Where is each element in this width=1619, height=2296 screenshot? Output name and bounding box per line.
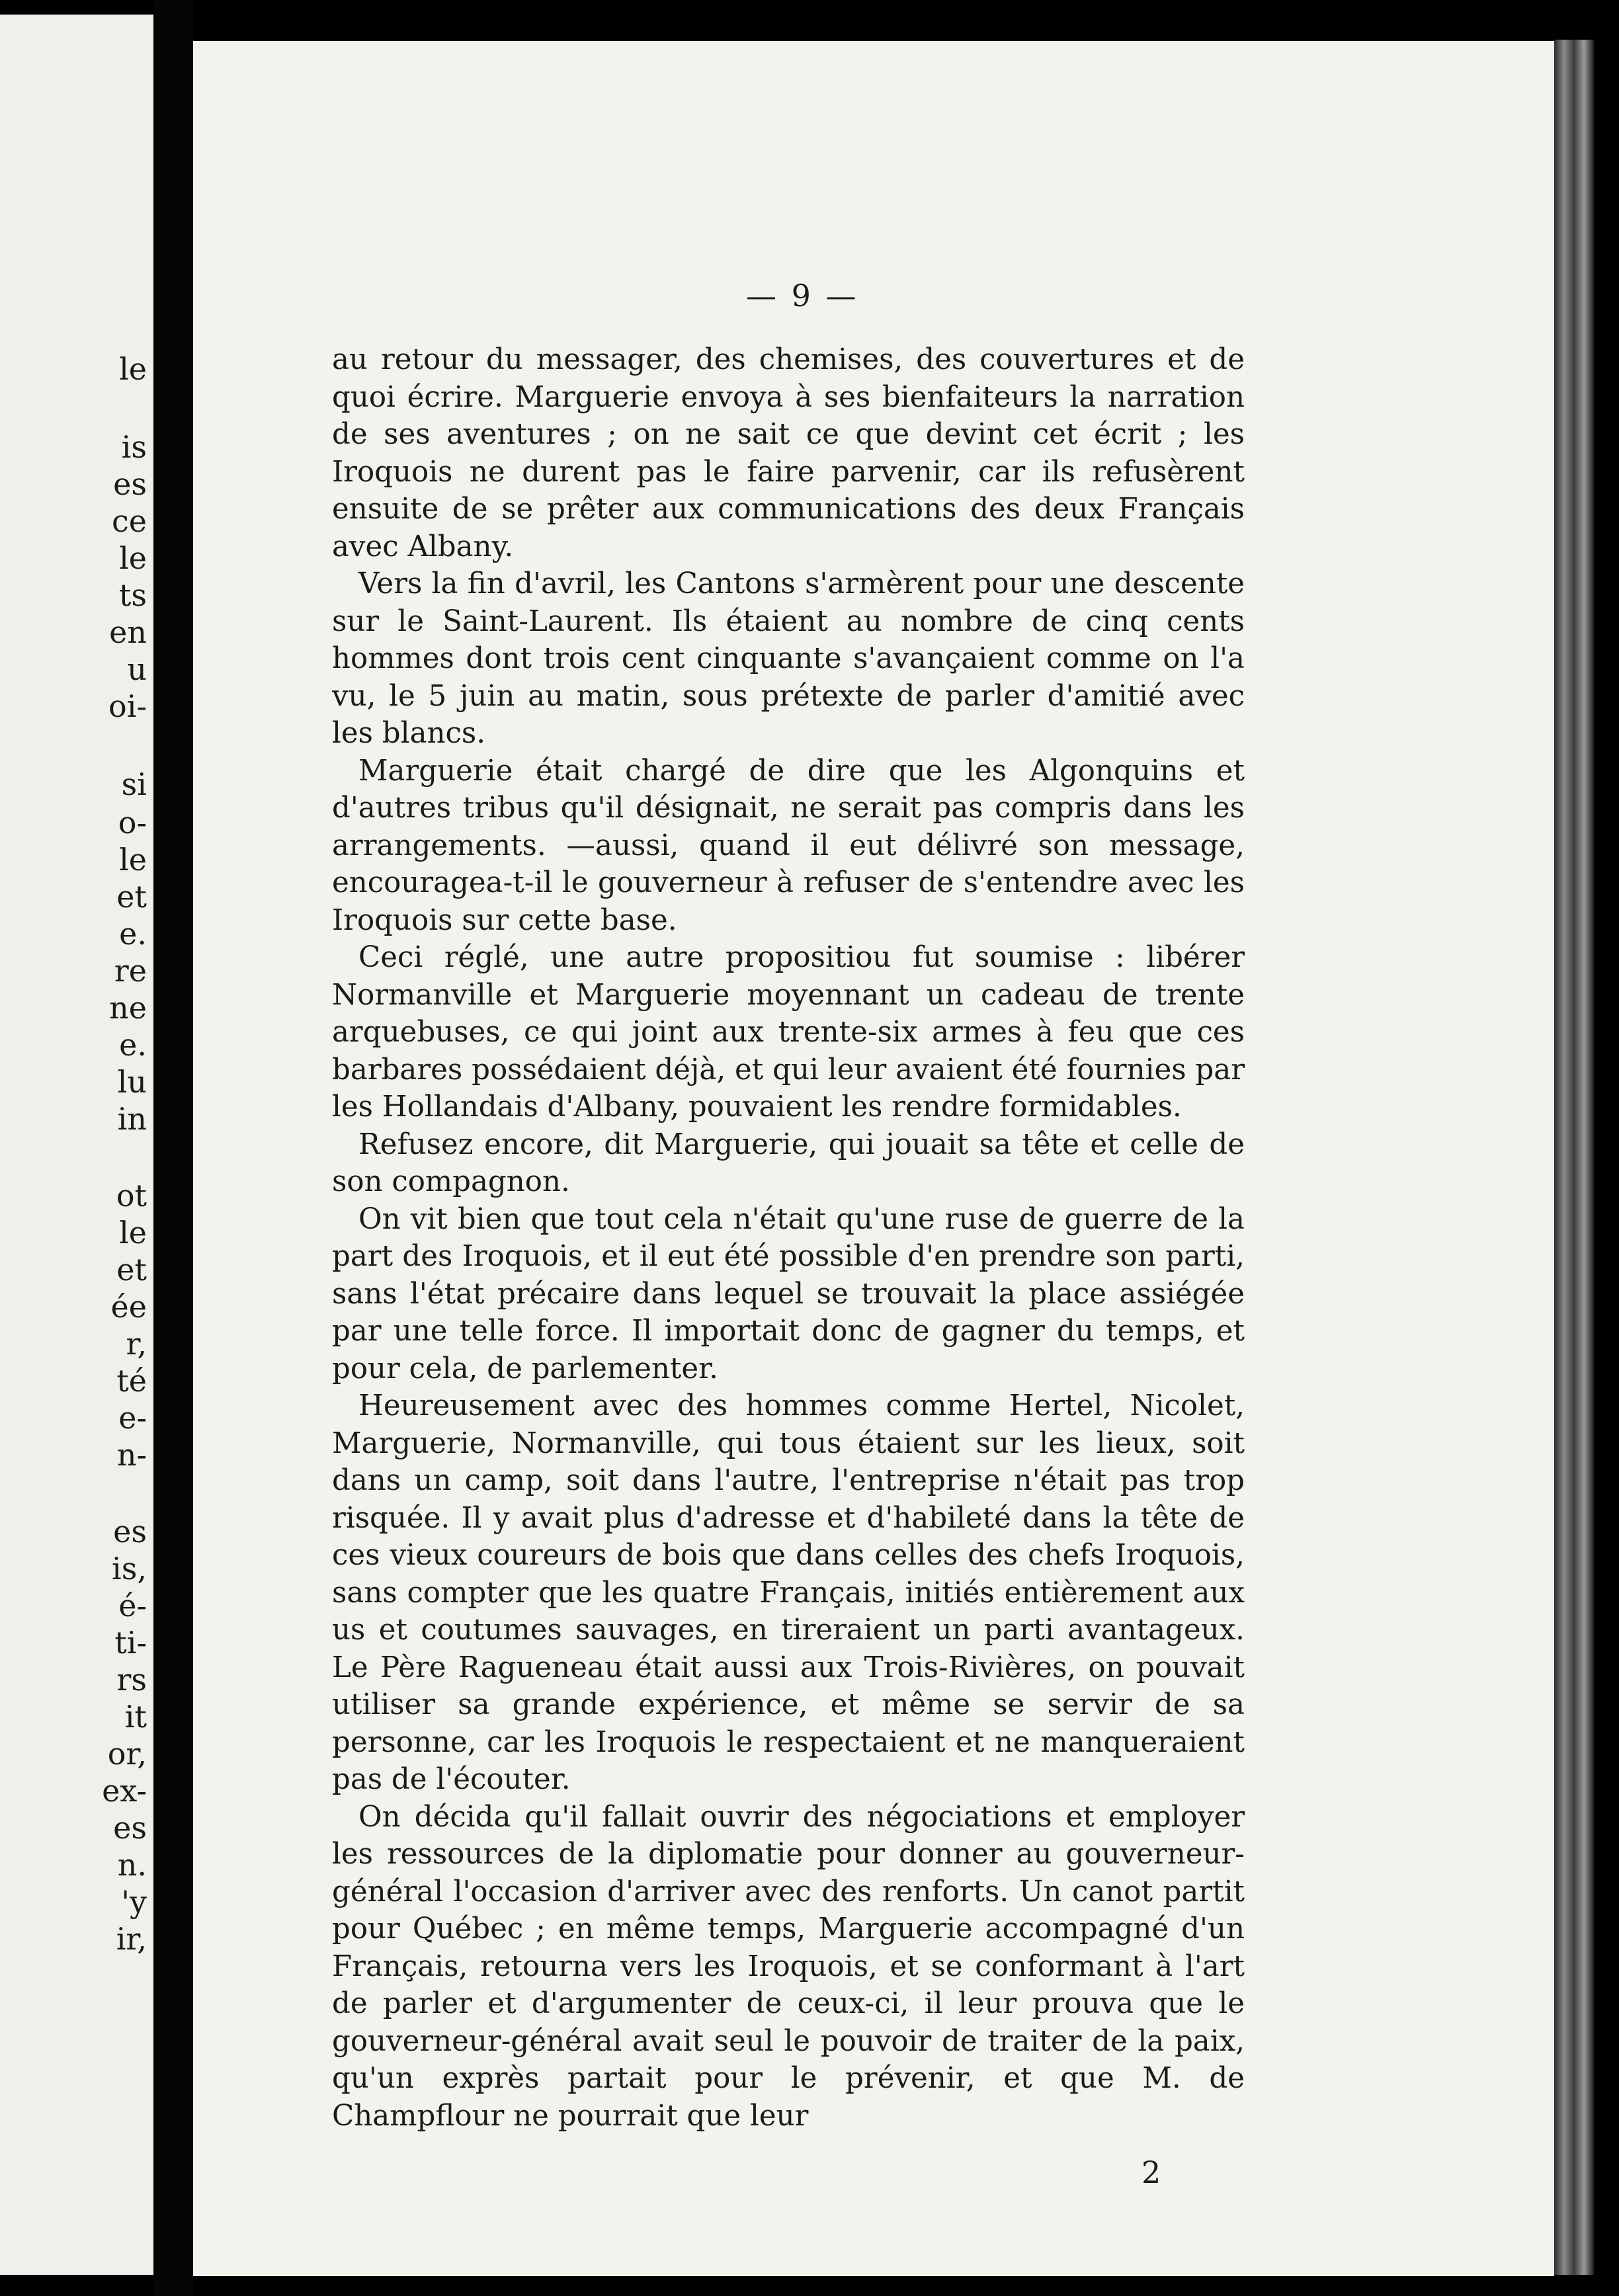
left-page-line: en <box>109 614 147 650</box>
left-page-line: or, <box>107 1736 147 1772</box>
left-page-line: o- <box>118 805 147 840</box>
left-page-line: e. <box>119 916 147 952</box>
left-page-line: es <box>113 1514 147 1549</box>
left-page-line: lu <box>117 1064 147 1100</box>
left-page-line: es <box>113 1810 147 1846</box>
left-page-line: rs <box>116 1662 147 1698</box>
left-page-line: it <box>124 1699 147 1735</box>
left-page-line: ts <box>118 577 147 613</box>
left-page-line: ée <box>110 1289 147 1325</box>
left-page-line: ir, <box>116 1921 147 1957</box>
left-page-line: re <box>114 953 147 989</box>
paragraph: Heureusement avec des hommes comme Hertel, Nicolet, Marguerie, Normanville, qui tous étaient sur les lieux, soit dans un camp, soit dans l'autre, l'entreprise n'était pas trop risquée. Il y avait plus d'adresse et d'habileté dans la tête de ces vieux coureurs de bois que dans celles des chefs Iroquois, sans compter que les quatre Français, initiés entièrement aux us et coutumes sauvages, en tireraient un parti avantageux. Le Père Ragueneau était aussi aux Trois-Rivières, on pouvait utiliser sa grande expérience, et même se servir de sa personne, car les Iroquois le respectaient et ne manqueraient pas de l'écouter. <box>332 1389 1245 1796</box>
body-text <box>332 341 1245 2135</box>
left-page-line: u <box>127 651 147 687</box>
left-page-line: oi- <box>108 688 147 724</box>
left-page-fragment <box>0 15 153 2275</box>
left-page-line: et <box>116 879 147 915</box>
paragraph: au retour du messager, des chemises, des couvertures et de quoi écrire. Marguerie envoya à ses bienfaiteurs la narration de ses aventures ; on ne sait ce que devint cet écrit ; les Iroquois ne durent pas le faire parvenir, car ils refusèrent ensuite de se prêter aux communications des deux Français avec Albany. <box>332 343 1245 563</box>
page-number: — 9 — <box>746 278 859 313</box>
left-page-line: é- <box>118 1588 147 1623</box>
left-page-line: ce <box>112 503 147 539</box>
book-gutter <box>153 0 193 2296</box>
left-page-line: e- <box>118 1400 147 1436</box>
left-page-line: es <box>113 466 147 502</box>
left-page-line: r, <box>126 1326 147 1362</box>
left-page-line: le <box>119 842 147 878</box>
left-page-line: le <box>119 540 147 576</box>
paragraph: Marguerie était chargé de dire que les Algonquins et d'autres tribus qu'il désignait, ne serait pas compris dans les arrangements. —aussi, quand il eut délivré son message, encouragea-t-il le gouverneur à refuser de s'entendre avec les Iroquois sur cette base. <box>332 754 1245 937</box>
paragraph: Refusez encore, dit Marguerie, qui jouait sa tête et celle de son compagnon. <box>332 1128 1245 1198</box>
paragraph: On décida qu'il fallait ouvrir des négociations et employer les ressources de la diplomatie pour donner au gouverneur-général l'occasion d'arriver avec des renforts. Un canot partit pour Québec ; en même temps, Marguerie accompagné d'un Français, retourna vers les Iroquois, et se conformant à l'art de parler et d'argumenter de ceux-ci, il leur prouva que le gouverneur-général avait seul le pouvoir de traiter de la paix, qu'un exprès partait pour le prévenir, et que M. de Champflour ne pourrait que leur <box>332 1800 1245 2133</box>
left-page-line: le <box>119 1215 147 1250</box>
left-page-line: n. <box>117 1847 147 1883</box>
paragraph: Vers la fin d'avril, les Cantons s'armèrent pour une descente sur le Saint-Laurent. Ils étaient au nombre de cinq cents hommes dont trois cent cinquante s'avançaient comme on l'a vu, le 5 juin au matin, sous prétexte de parler d'amitié avec les blancs. <box>332 567 1245 750</box>
left-page-line: in <box>117 1101 147 1137</box>
left-page-line: e. <box>119 1027 147 1063</box>
left-page-line: is, <box>112 1551 147 1586</box>
left-page-line: té <box>116 1363 147 1399</box>
left-page-line: is <box>121 429 147 465</box>
paragraph: Ceci réglé, une autre propositiou fut soumise : libérer Normanville et Marguerie moyennant un cadeau de trente arquebuses, ce qui joint aux trente-six armes à feu que ces barbares possédaient déjà, et qui leur avaient été fournies par les Hollandais d'Albany, pouvaient les rendre formidables. <box>332 941 1245 1124</box>
left-page-line: 'y <box>121 1884 147 1920</box>
signature-mark: 2 <box>1142 2154 1161 2190</box>
paragraph: On vit bien que tout cela n'était qu'une ruse de guerre de la part des Iroquois, et il eut été possible d'en prendre son parti, sans l'état précaire dans lequel se trouvait la place assiégée par une telle force. Il importait donc de gagner du temps, et pour cela, de parlementer. <box>332 1202 1245 1385</box>
page-edge <box>1554 40 1594 2275</box>
left-page-line: et <box>116 1252 147 1288</box>
left-page-line: ti- <box>114 1625 147 1660</box>
left-page-line: si <box>121 766 147 802</box>
left-page-line: le <box>119 351 147 387</box>
left-page-line: ex- <box>102 1773 147 1809</box>
left-page-line: ne <box>109 990 147 1026</box>
left-page-line: ot <box>116 1178 147 1213</box>
left-page-line: n- <box>116 1437 147 1473</box>
